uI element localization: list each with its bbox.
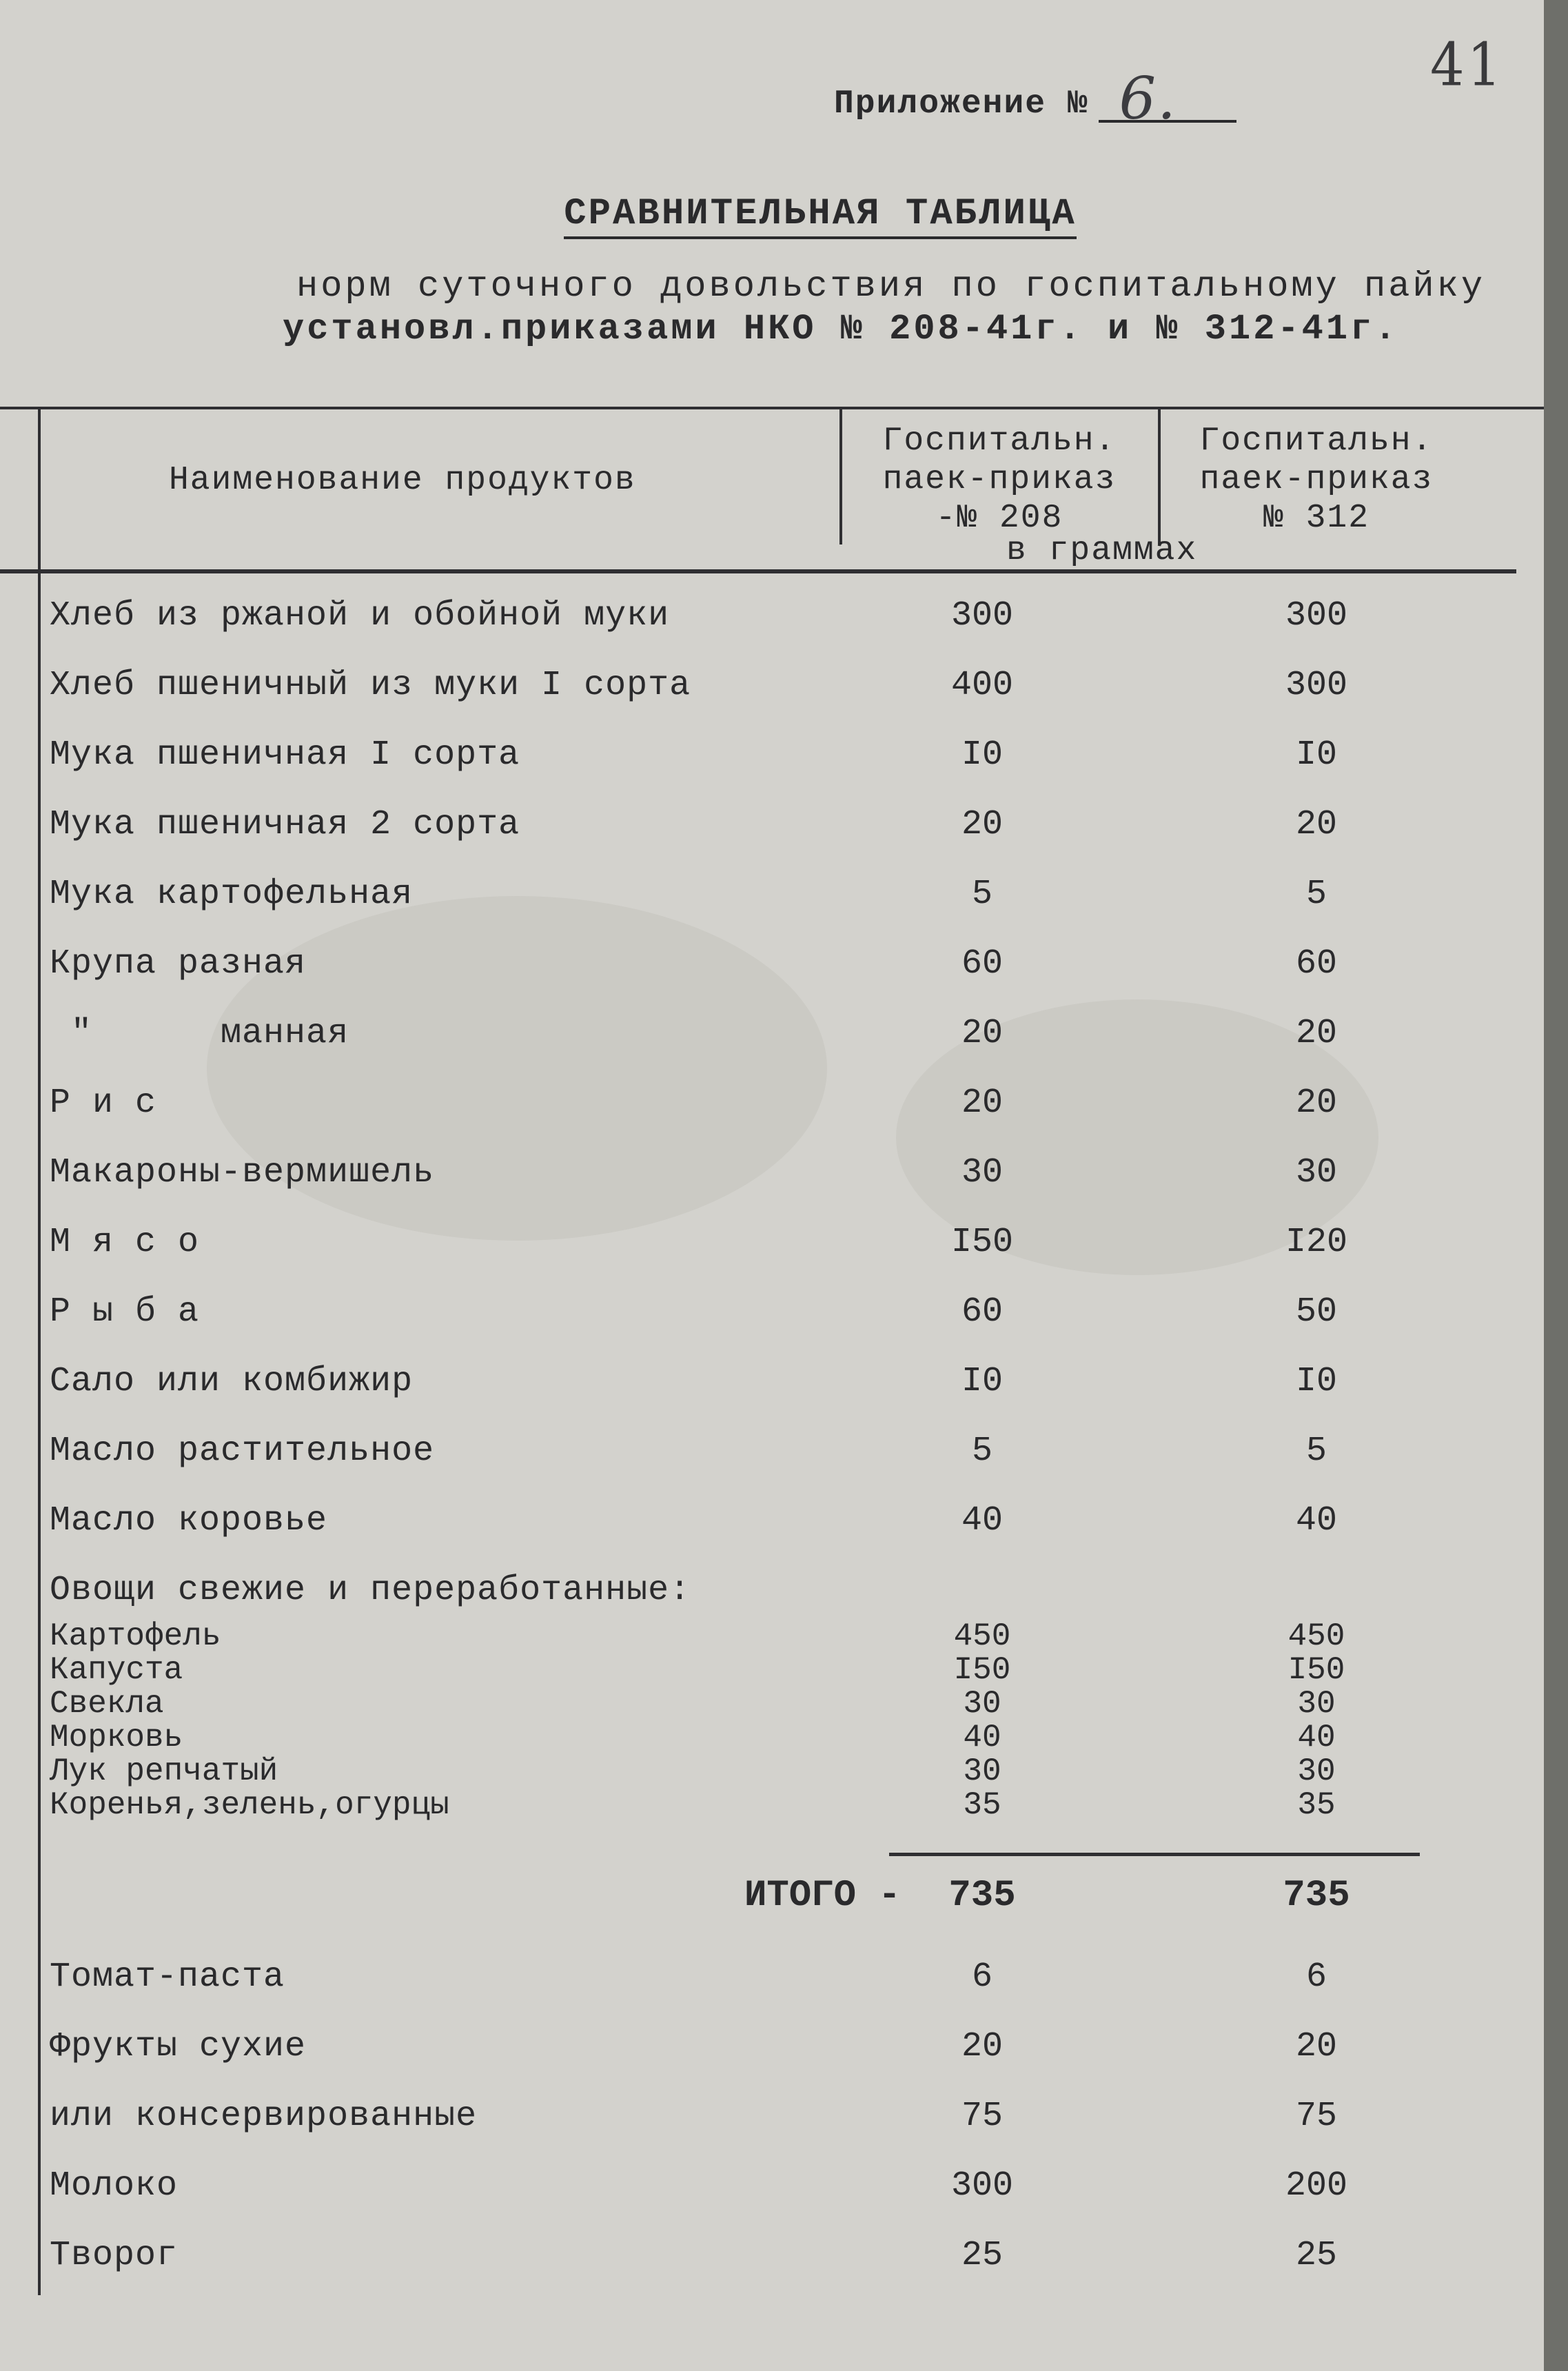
value-208: 20	[961, 1083, 1003, 1123]
value-312: 40	[1295, 1501, 1337, 1540]
value-312: 5	[1305, 1432, 1327, 1471]
vegetables-values-208	[927, 1620, 1037, 1822]
value-208: 60	[961, 944, 1003, 984]
value-312: 300	[1285, 666, 1347, 705]
vegetable-value-312: I50	[1287, 1652, 1345, 1688]
product-name: Фрукты сухие	[50, 2027, 307, 2066]
vegetable-name: Картофель	[50, 1618, 221, 1654]
vegetable-value-312: 450	[1287, 1618, 1345, 1654]
product-name: Хлеб из ржаной и обойной муки	[50, 596, 670, 635]
value-208: 300	[950, 2166, 1013, 2206]
value-312: 30	[1295, 1153, 1337, 1192]
value-208: I0	[961, 1362, 1003, 1401]
scan-edge	[1544, 0, 1568, 2371]
vegetable-value-312: 35	[1297, 1787, 1336, 1823]
value-208: 6	[971, 1957, 992, 1997]
header-col-rule-2	[1158, 407, 1161, 545]
value-208: 20	[961, 1014, 1003, 1053]
product-name: " манная	[50, 1014, 349, 1053]
value-312: 50	[1295, 1292, 1337, 1332]
subtitle-line-1: норм суточного довольствия по госпитальному пайку	[296, 266, 1486, 307]
header-col-rule-1	[839, 407, 842, 545]
product-name: Макароны-вермишель	[50, 1153, 435, 1192]
subtotal-rule	[889, 1853, 1420, 1856]
value-208: I0	[961, 735, 1003, 775]
vegetable-name: Капуста	[50, 1652, 183, 1688]
value-208: 20	[961, 2027, 1003, 2066]
product-name: Молоко	[50, 2166, 179, 2206]
product-name: М я с о	[50, 1223, 200, 1262]
value-312: 60	[1295, 944, 1337, 984]
value-312: I20	[1285, 1223, 1347, 1262]
product-name: Томат-паста	[50, 1957, 285, 1997]
product-name: Мука картофельная	[50, 875, 414, 914]
total-value-208: 735	[948, 1875, 1016, 1917]
header-col-312-line: Госпитальн.	[1199, 423, 1434, 460]
value-208: 400	[950, 666, 1013, 705]
header-col-312	[1172, 422, 1461, 538]
table-row	[0, 1557, 1544, 1626]
table-row	[0, 930, 1544, 999]
value-208: 5	[971, 875, 992, 914]
table-header-rule	[0, 569, 1516, 573]
vegetable-value-208: 30	[963, 1686, 1001, 1722]
value-208: 60	[961, 1292, 1003, 1332]
subtitle-line-2: установл.приказами НКО № 208-41г. и № 312-41г.	[283, 309, 1399, 349]
table-row	[0, 1209, 1544, 1278]
value-312: 20	[1295, 805, 1337, 844]
product-name: Творог	[50, 2236, 179, 2275]
appendix-label: Приложение №	[834, 85, 1089, 123]
product-name: Р ы б а	[50, 1292, 200, 1332]
vegetables-names	[50, 1620, 449, 1822]
value-208: 75	[961, 2097, 1003, 2136]
table-row	[0, 791, 1544, 860]
table-row	[0, 1139, 1544, 1208]
product-name: Крупа разная	[50, 944, 307, 984]
header-col-208-line: паек-приказ	[882, 461, 1117, 498]
product-name: Р и с	[50, 1083, 157, 1123]
table-row	[0, 2013, 1544, 2082]
appendix-number: 6.	[1119, 65, 1177, 132]
table-row	[0, 722, 1544, 791]
total-value-312: 735	[1283, 1875, 1350, 1917]
table-row	[0, 1279, 1544, 1347]
header-col-312-line: № 312	[1263, 500, 1370, 537]
table-row	[0, 652, 1544, 721]
header-unit: в граммах	[1006, 532, 1198, 569]
value-312: I0	[1295, 1362, 1337, 1401]
header-col-208	[855, 422, 1144, 538]
table-row	[0, 1000, 1544, 1069]
value-312: 20	[1295, 1014, 1337, 1053]
value-312: 6	[1305, 1957, 1327, 1997]
table-row	[0, 2083, 1544, 2152]
product-name: Масло растительное	[50, 1432, 435, 1471]
vegetable-name: Свекла	[50, 1686, 164, 1722]
table-row	[0, 1487, 1544, 1556]
vegetables-values-312	[1261, 1620, 1372, 1822]
value-208: 5	[971, 1432, 992, 1471]
vegetable-name: Коренья,зелень,огурцы	[50, 1787, 449, 1823]
header-products: Наименование продуктов	[169, 462, 636, 499]
vegetable-value-208: 30	[963, 1753, 1001, 1789]
table-row	[0, 1070, 1544, 1139]
value-208: 30	[961, 1153, 1003, 1192]
table-row	[0, 582, 1544, 651]
document-title	[0, 193, 1544, 235]
product-name: Мука пшеничная I сорта	[50, 735, 520, 775]
value-312: 75	[1295, 2097, 1337, 2136]
value-208: 25	[961, 2236, 1003, 2275]
vegetable-value-208: 35	[963, 1787, 1001, 1823]
table-row	[0, 2153, 1544, 2221]
product-name: Сало или комбижир	[50, 1362, 414, 1401]
product-name: Овощи свежие и переработанные:	[50, 1571, 691, 1610]
document-subtitle	[283, 265, 1486, 351]
header-col-208-line: Госпитальн.	[882, 423, 1117, 460]
value-208: 20	[961, 805, 1003, 844]
vegetable-value-312: 40	[1297, 1720, 1336, 1756]
table-row	[0, 1418, 1544, 1487]
vegetable-value-208: I50	[953, 1652, 1011, 1688]
value-312: 200	[1285, 2166, 1347, 2206]
appendix-heading	[834, 65, 1236, 132]
value-312: 20	[1295, 2027, 1337, 2066]
vegetable-value-208: 40	[963, 1720, 1001, 1756]
folio-number: 41	[1430, 31, 1505, 100]
header-col-312-line: паек-приказ	[1199, 461, 1434, 498]
total-label: ИТОГО -	[744, 1875, 901, 1917]
value-208: 300	[950, 596, 1013, 635]
value-312: I0	[1295, 735, 1337, 775]
product-name: Хлеб пшеничный из муки I сорта	[50, 666, 691, 705]
table-top-rule	[0, 407, 1544, 409]
value-312: 5	[1305, 875, 1327, 914]
title-text: СРАВНИТЕЛЬНАЯ ТАБЛИЦА	[564, 193, 1077, 239]
table-row	[0, 1944, 1544, 2013]
value-312: 300	[1285, 596, 1347, 635]
product-name: или консервированные	[50, 2097, 478, 2136]
table-row	[0, 861, 1544, 930]
value-312: 25	[1295, 2236, 1337, 2275]
vegetable-value-208: 450	[953, 1618, 1011, 1654]
value-312: 20	[1295, 1083, 1337, 1123]
table-row	[0, 2222, 1544, 2291]
vegetable-value-312: 30	[1297, 1753, 1336, 1789]
value-208: I50	[950, 1223, 1013, 1262]
value-208: 40	[961, 1501, 1003, 1540]
product-name: Масло коровье	[50, 1501, 328, 1540]
vegetable-value-312: 30	[1297, 1686, 1336, 1722]
product-name: Мука пшеничная 2 сорта	[50, 805, 520, 844]
header-col-208-line: -№ 208	[935, 500, 1063, 537]
vegetable-name: Лук репчатый	[50, 1753, 278, 1789]
table-row	[0, 1348, 1544, 1417]
vegetable-name: Морковь	[50, 1720, 183, 1756]
